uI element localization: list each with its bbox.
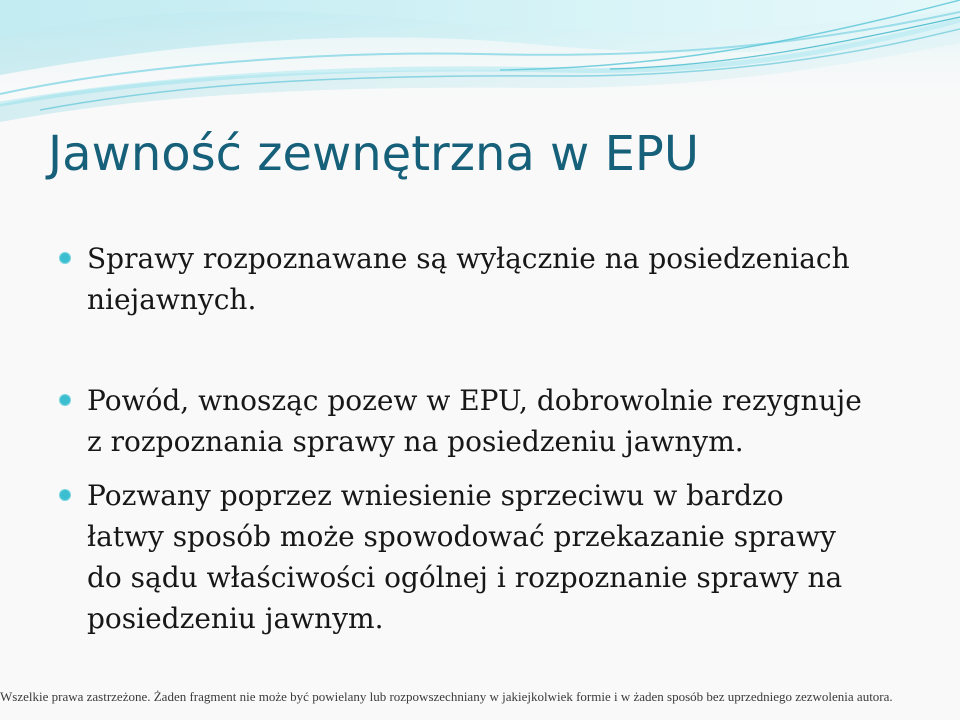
bullet-text: Powód, wnosząc pozew w EPU, dobrowolnie rezygnuje z rozpoznania sprawy na posiedzeniu jawnym. bbox=[87, 384, 862, 458]
slide-title: Jawność zewnętrzna w EPU bbox=[48, 126, 699, 182]
bullet-text: Sprawy rozpoznawane są wyłącznie na posiedzeniach niejawnych. bbox=[87, 242, 850, 316]
copyright-footer: Wszelkie prawa zastrzeżone. Żaden fragment nie może być powielany lub rozpowszechniany w jakiejkolwiek formie i w żaden sposób bez uprzedniego zezwolenia autora. bbox=[0, 689, 893, 704]
round-bullet-icon bbox=[59, 394, 71, 406]
bullet-text: Pozwany poprzez wniesienie sprzeciwu w bardzo łatwy sposób może spowodować przekazanie sprawy do sądu właściwości ogólnej i rozpoznanie sprawy na posiedzeniu jawnym. bbox=[87, 479, 843, 635]
round-bullet-icon bbox=[59, 252, 71, 264]
round-bullet-icon bbox=[59, 489, 71, 501]
